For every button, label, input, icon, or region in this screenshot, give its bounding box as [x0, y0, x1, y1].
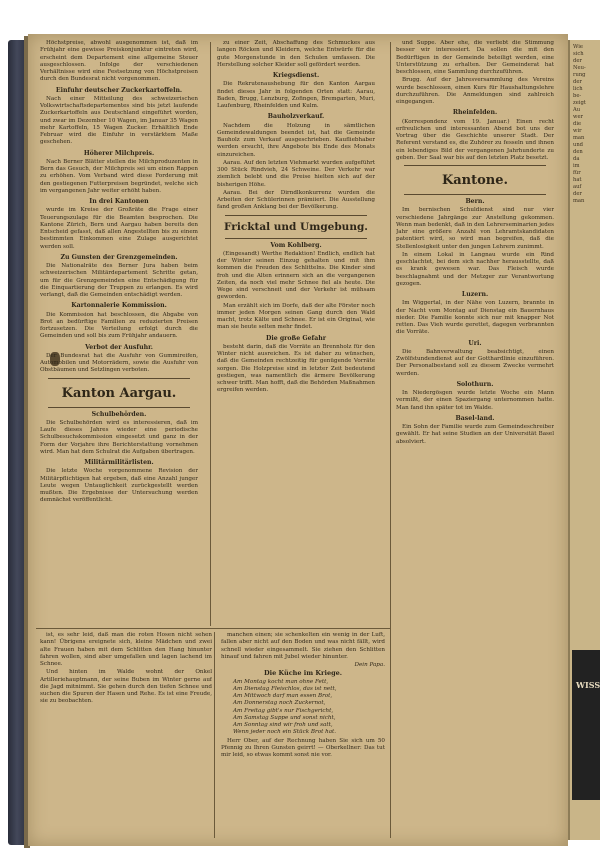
- col2-head3: Vom Kohlberg.: [270, 241, 322, 249]
- col2-para3: Nachdem die Holzung in sämtlichen Gemeindewaldungen beendet ist, hat die Gemeinde Bauholz zum Verkauf ausgeschrieben. Kaufliebhaber werden ersucht, ihre Angebote bis Ende des Monats einzureichen.: [217, 122, 375, 158]
- kantone-title: Kantone.: [441, 173, 509, 188]
- section-rule: [404, 165, 546, 166]
- col1-para4: wurde im Kreise der Großräte die Frage einer Teuerungszulage für die Beamten besprochen. Die Kantone Zürich, Bern und Aargau haben bereits den Entscheid gefasst, daß allen Angestellten bis zu einem bestimmten Einkommen eine Zulage ausgerichtet werden soll.: [40, 207, 198, 250]
- newspaper-page: [28, 34, 568, 846]
- col1-head8: Militärmilitärlisten.: [84, 459, 154, 466]
- col1-head2: Höherer Milchpreis.: [83, 149, 155, 157]
- col3-head2: Bern.: [465, 198, 485, 205]
- bottom2-para1: manchen einen; sie schenkelten ein wenig in der Luft, fallen aber nicht auf den Boden und was nicht fällt, wird schnell wieder eingesammelt. Sie ziehen den Schlitten hinauf und fahren mit Jubel wieder hinunter.: [221, 632, 385, 660]
- col1-para9: Die letzte Woche vorgenommene Revision der Militärpflichtigen hat ergeben, daß eine Anzahl junger Leute wegen Untauglichkeit zurückgestellt werden mußten. Die Ergebnisse der Untersuchung werden demnächst veröffentlicht.: [40, 468, 198, 504]
- section-rule: [225, 238, 367, 239]
- col1-head3: In drei Kantonen: [89, 198, 149, 205]
- poem-title: Die Küche im Kriege.: [263, 669, 343, 678]
- col3-para7: Die Bahnverwaltung beabsichtigt, einen Zwölfstundendienst auf der Gotthardlinie einzuführen. Der Personalbestand soll zu diesem Zwecke vermehrt werden.: [396, 348, 554, 377]
- adjacent-page: [568, 40, 600, 840]
- col1-para1: Höchstpreise, abwohl ausgenommen ist, daß im Frühjahr eine gewisse Preiskonjunktur eintreten wird, erscheint dem Departement eine allgemeine Steuer ausgeschlossen. Infolge der verschiedenen Verhältnisse wird eine Festsetzung von Höchstpreisen durch den Bundesrat nicht vorgenommen.: [40, 40, 198, 83]
- section-rule: [404, 194, 546, 195]
- column-3: [396, 40, 554, 840]
- col1-head1: Einfuhr deutscher Zuckerkartoffeln.: [55, 86, 183, 94]
- col2-para4: Aarau. Auf den letzten Viehmarkt wurden aufgeführt 300 Stück Rindvieh, 24 Schweine. Der Verkehr war ziemlich belebt und die Preise hielten sich auf der bisherigen Höhe.: [217, 159, 375, 188]
- signature: Dein Papa.: [354, 662, 385, 668]
- bottom-column-2: [221, 632, 385, 842]
- col2-para2: Die Rekrutenaushebung für den Kanton Aargau findet dieses Jahr in folgenden Orten statt: Aarau, Baden, Brugg, Lenzburg, Zofingen, Bremgarten, Muri, Laufenburg, Rheinfelden und Kulm.: [217, 81, 375, 109]
- col1-head5: Kartonnalerie Kommission.: [71, 302, 167, 310]
- column-1: [40, 40, 198, 624]
- col1-head6: Verbot der Ausfuhr.: [85, 343, 153, 351]
- col2-para6: (Eingesandt) Werthe Redaktion! Endlich, endlich hat der Winter seinen Einzug gehalten und mit ihm kommen die Freuden des Schlittelns. Die Kinder sind froh und die Alten erinnern sich an die vergangenen Zeiten, da noch viel mehr Schnee fiel als heute. Die Wege sind verschneit und der Verkehr ist mühsam geworden.: [217, 250, 375, 301]
- col3-para6: Im Wiggertal, in der Nähe von Luzern, brannte in der Nacht vom Montag auf Dienstag ein Bauernhaus nieder. Die Familie konnte sich nur mit knapper Not retten. Das Vieh wurde gerettet, dagegen verbrannten die Vorräte.: [396, 300, 554, 336]
- col1-para6: Die Kommission hat beschlossen, die Abgabe von Brot an bedürftige Familien zu reduzierten Preisen fortzusetzen. Die Verteilung erfolgt durch die Gemeinden und soll bis zum Frühjahr andauern.: [40, 311, 198, 340]
- col3-para3: (Korrespondenz vom 19. Januar.) Einen recht erfreulichen und interessanten Abend bot uns der Vortrag über die Geschichte unserer Stadt. Der Referent verstand es, die Zuhörer zu fesseln und ihnen ein lebendiges Bild der vergangenen Jahrhunderte zu geben. Der Saal war bis auf den letzten Platz besetzt.: [396, 118, 554, 161]
- col3-head4: Uri.: [468, 339, 482, 347]
- col1-para2: Nach einer Mitteilung des schweizerischen Volkswirtschaftsdepartementes sind bis jetzt laufende Zuckerkartoffeln aus Deutschland eingeführt worden, und zwar im Dezember 10 Wagen, im Januar 35 Wagen mehr Kartoffeln, 15 Wagen Zucker. Erhältlich Ende Februar wird die Einfuhr in verstärktem Maße geschehen.: [40, 95, 198, 146]
- col3-head3: Luzern.: [461, 291, 489, 298]
- adjacent-page-text: Wie sich der Neu- rung der lich be- zeigt Au wer die wir man und den da im für hat auf der man: [573, 44, 586, 204]
- col2-head1: Kriegsdienst.: [272, 72, 320, 79]
- col2-head2: Bauholzverkauf.: [267, 113, 325, 121]
- column-2: [217, 40, 375, 624]
- column-divider: [390, 42, 391, 838]
- col1-para5: Die Nationalräte des Berner Jura haben beim schweizerischen Militärdepartement Schritte getan, um für die Grenzgemeinden eine Entschädigung für die Einquartierung der Truppen zu erlangen. Es wird verlangt, daß die Gemeinden entschädigt werden.: [40, 263, 198, 298]
- col1-head7: Schulbehörden.: [91, 410, 147, 418]
- bottom2-para2: Herr Ober, auf der Rechnung haben Sie sich um 50 Pfennig zu Ihren Gunsten geirrt! — Oberkellner: Das tut mir leid, so etwas kommt sonst nie vor.: [221, 737, 385, 758]
- col1-para7: Der Bundesrat hat die Ausfuhr von Gummireifen, Automobilen und Motorrädern, sowie die Ausfuhr von Obstbäumen und Setzlingen verboten.: [40, 352, 198, 374]
- poem-text: Am Montag kocht man ohne Fett, Am Dienstag Fleischlos, das ist nett, Am Mittwoch darf man essen Brot, Am Donnerstag noch Zuckernot, Am Freitag gibt's nur Fischgericht, Am Samstag Suppe und sonst nicht, Am Sonntag sind wir froh und satt, Wenn jeder noch ein Stück Brot hat.: [233, 678, 337, 736]
- column-divider: [210, 42, 211, 626]
- col3-para4: Im bernischen Schuldienst sind nur vier verschiedene Jahrgänge zur Anstellung gekommen. Wenn man bedenkt, daß in den Lehrerseminarien jedes Jahr eine größere Anzahl von Lehramtskandidaten patentiert wird, so wird man begreifen, daß die Stellenlosigkeit unter den jungen Lehrern zunimmt.: [396, 207, 554, 250]
- section-rule: [225, 215, 367, 216]
- col1-para8: Die Schulbehörden wird es interessieren, daß im Laufe dieses Jahres wieder eine periodische Schulbesuchskommission eingesetzt und ganz in der Form der Vorjahre ihre Berichterstattung vornehmen wird. Man hat dem Schulrat die Aufgaben übertragen.: [40, 419, 198, 455]
- col3-para8: In Niedergösgen wurde letzte Woche ein Mann vermißt, der einen Spaziergang unternommen hatte. Man fand ihn später tot im Walde.: [396, 390, 554, 411]
- col2-head4: Die große Gefahr: [266, 334, 326, 342]
- col3-para2: Brugg. Auf der Jahresversammlung des Vereins wurde beschlossen, einen Kurs für Haushaltungslehre durchzuführen. Die Anmeldungen sind zahlreich eingegangen.: [396, 77, 554, 105]
- col3-para9: Ein Sohn der Familie wurde zum Gemeindeschreiber gewählt. Er hat seine Studien an der Universität Basel absolviert.: [396, 424, 554, 445]
- col3-head5: Solothurn.: [456, 380, 494, 388]
- bottom1-para1: ist, es sehr leid, daß man die roten Hosen nicht sehen kann! Übrigens ereignete sich, kleine Mädchen und zwei alte Frauen haben mit dem Schlitten den Hang hinunter fahren wollen, sind aber umgefallen und lagen lachend im Schnee.: [40, 632, 212, 667]
- bottom-column-1: [40, 632, 212, 842]
- col3-para5: In einem Lokal in Langnau wurde ein Rind geschlachtet, bei dem sich nachher herausstellte, daß es krank gewesen war. Das Fleisch wurde beschlagnahmt und der Metzger zur Verantwortung gezogen.: [396, 251, 554, 287]
- col3-para1: und Suppe. Aber ehe, die verliebt die Stimmung besser wir interessiert. Da sollen die mit den Bedürftigen in der Gemeinde beteiligt werden, eine Unterstützung zu erhalten. Der Gemeinderat hat beschlossen, eine Sammlung durchzuführen.: [396, 40, 554, 75]
- col2-para7: Man erzählt sich im Dorfe, daß der alte Förster noch immer jeden Morgen seinen Gang durch den Wald macht, trotz Kälte und Schnee. Er ist ein Original, wie man sie heute selten mehr findet.: [217, 302, 375, 331]
- section-rule: [48, 407, 190, 408]
- col2-para1: zu einer Zeit, Abschaffung des Schmuckes aus langen Röcken und Kleidern, welche Entwürfe für die gute Morgenstunde in den Schulen umfassen. Die Herstellung solcher Kleider soll gefördert werden.: [217, 40, 375, 68]
- bottom1-para2: Und hinten im Walde wohnt der Onkel Artilleriehauptmann, der seine Buben im Winter gerne auf die Jagd mitnimmt. Sie gehen durch den tiefen Schnee und suchen die Spuren der Hasen und Rehe. Es ist eine Freude, sie zu beobachten.: [40, 669, 212, 705]
- col2-para5: Aarau. Bei der Dirndlkonkurrenz wurden die Arbeiten der Schülerinnen prämiiert. Die Ausstellung fand großen Anklang bei der Bevölkerung.: [217, 189, 375, 211]
- kanton-aargau-title: Kanton Aargau.: [61, 385, 177, 401]
- col1-para3: Nach Berner Blätter stellen die Milchproduzenten in Bern das Gesuch, der Milchpreis sei um einen Rappen zu erhöhen. Vom Verband wird diese Forderung mit den gestiegenen Futterpreisen begründet, welche sich im vergangenen Jahr weiter erhöht haben.: [40, 158, 198, 194]
- col3-head6: Basel-land.: [455, 414, 495, 422]
- adjacent-page-ad: WISS: [572, 650, 600, 800]
- col1-head4: Zu Gunsten der Grenzgemeinden.: [60, 253, 178, 261]
- column-divider: [214, 632, 215, 838]
- section-rule: [48, 378, 190, 379]
- col2-para8: besteht darin, daß die Vorräte an Brennholz für den Winter nicht ausreichen. Es ist daher zu wünschen, daß die Gemeinden rechtzeitig für genügende Vorräte sorgen. Die Holzpreise sind in letzter Zeit bedeutend gestiegen, was namentlich die ärmere Bevölkerung schwer trifft. Man hofft, daß die Behörden Maßnahmen ergreifen werden.: [217, 343, 375, 394]
- fricktal-title: Fricktal und Umgebung.: [224, 220, 368, 233]
- col3-head1: Rheinfelden.: [452, 109, 498, 117]
- fold-divider: [36, 628, 390, 629]
